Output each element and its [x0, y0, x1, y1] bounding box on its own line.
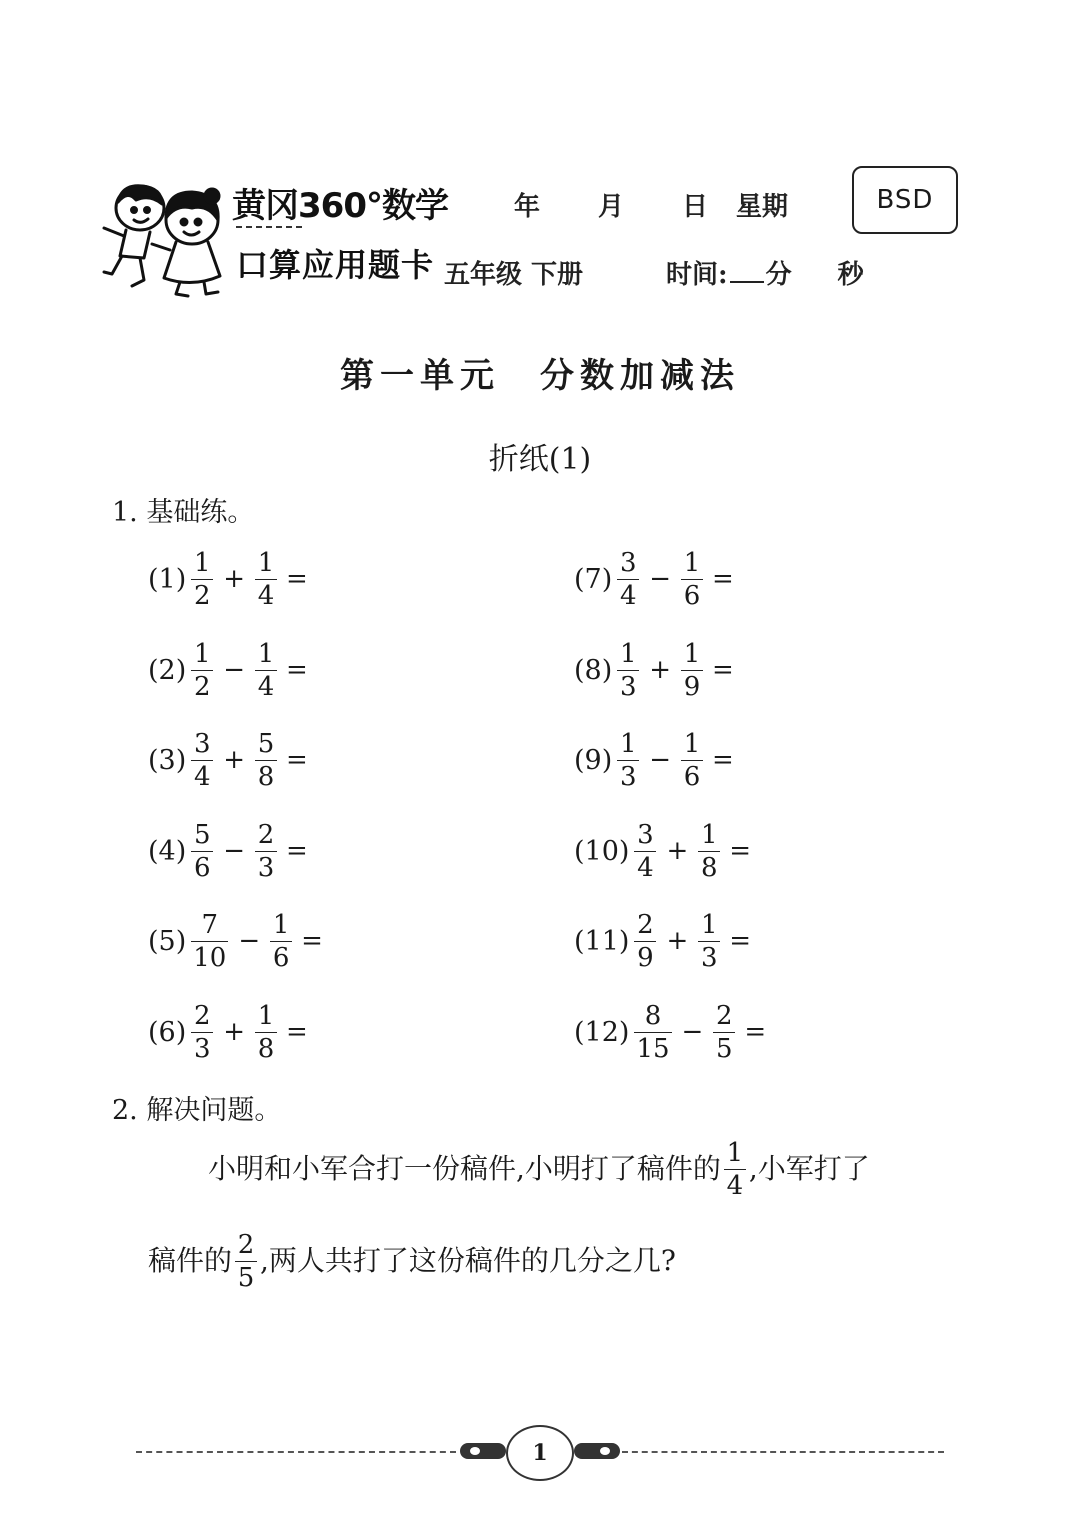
exercise-number: (3) [148, 744, 187, 776]
equals-sign: = [729, 926, 752, 956]
numerator: 1 [619, 728, 637, 759]
cartoon-children-logo [100, 178, 240, 298]
denominator: 3 [257, 852, 275, 883]
denominator: 4 [193, 761, 211, 792]
numerator: 3 [619, 547, 637, 578]
date-day-label: 日 [682, 192, 709, 222]
denominator: 8 [257, 1033, 275, 1064]
time-label: 时间: [666, 260, 728, 290]
denominator: 6 [272, 942, 290, 973]
exercise-7 [574, 543, 734, 615]
operator: + [223, 564, 246, 594]
fraction [191, 819, 213, 883]
exercise-3 [148, 724, 308, 796]
numerator: 1 [700, 909, 718, 940]
fraction [191, 638, 213, 702]
equals-sign: = [729, 836, 752, 866]
problem-text: 稿件的 [148, 1244, 233, 1278]
brand-divider [236, 226, 302, 228]
numerator: 1 [700, 819, 718, 850]
fraction [270, 909, 292, 973]
edition-code-badge: BSD [852, 166, 958, 234]
fraction [255, 1000, 277, 1064]
denominator: 5 [716, 1033, 733, 1064]
denominator: 6 [193, 852, 211, 883]
exercise-number: (12) [574, 1016, 630, 1048]
operator: + [666, 836, 689, 866]
denominator: 2 [193, 580, 211, 611]
unit-title: 第一单元 分数加减法 [340, 356, 740, 396]
numerator: 1 [257, 638, 275, 669]
denominator: 5 [237, 1263, 255, 1293]
time-blank [730, 281, 764, 283]
numerator: 1 [272, 909, 290, 940]
brand-subtitle: 口算应用题卡 [236, 246, 435, 284]
operator: − [681, 1017, 704, 1047]
equals-sign: = [286, 836, 308, 866]
problem-line-2 [148, 1232, 676, 1291]
numerator: 1 [257, 547, 275, 578]
numerator: 5 [257, 728, 275, 759]
footer-ornament-right [574, 1443, 620, 1459]
fraction [617, 547, 639, 611]
denominator: 3 [619, 671, 637, 702]
numerator: 3 [193, 728, 211, 759]
fraction [634, 1000, 671, 1064]
page-number: 1 [506, 1425, 574, 1481]
section2-heading: 2. 解决问题。 [112, 1095, 282, 1126]
numerator: 1 [683, 547, 701, 578]
fraction [681, 638, 703, 702]
exercise-number: (8) [574, 654, 613, 686]
denominator: 2 [193, 671, 211, 702]
exercise-5 [148, 905, 323, 977]
numerator: 2 [716, 1000, 733, 1031]
exercise-10 [574, 815, 751, 887]
denominator: 3 [700, 942, 718, 973]
fraction [191, 728, 213, 792]
numerator: 7 [201, 909, 219, 940]
exercise-number: (6) [148, 1016, 187, 1048]
exercise-number: (4) [148, 835, 187, 867]
fraction [255, 819, 277, 883]
denominator: 8 [700, 852, 718, 883]
numerator: 5 [193, 819, 211, 850]
denominator: 3 [193, 1033, 211, 1064]
fraction [681, 728, 703, 792]
operator: + [666, 926, 689, 956]
operator: + [649, 655, 672, 685]
fraction [617, 728, 639, 792]
exercise-4 [148, 815, 308, 887]
operator: − [649, 745, 672, 775]
fraction [681, 547, 703, 611]
problem-text: 小明和小军合打一份稿件,小明打了稿件的 [208, 1152, 721, 1186]
denominator: 6 [683, 580, 701, 611]
numerator: 1 [193, 638, 211, 669]
exercise-number: (7) [574, 563, 613, 595]
equals-sign: = [744, 1017, 767, 1047]
denominator: 6 [683, 761, 701, 792]
exercise-9 [574, 724, 734, 796]
numerator: 1 [257, 1000, 275, 1031]
equals-sign: = [712, 655, 734, 685]
time-field [666, 254, 864, 291]
time-minute-label: 分 [765, 260, 792, 290]
footer-divider-right [622, 1451, 944, 1453]
problem-text: ,小军打了 [748, 1152, 870, 1186]
section1-heading: 1. 基础练。 [112, 497, 255, 528]
operator: − [223, 836, 246, 866]
footer-ornament-left [460, 1443, 506, 1459]
denominator: 10 [193, 942, 227, 973]
exercise-number: (9) [574, 744, 613, 776]
exercise-11 [574, 905, 751, 977]
operator: − [238, 926, 261, 956]
denominator: 4 [619, 580, 637, 611]
equals-sign: = [286, 655, 308, 685]
numerator: 2 [637, 909, 654, 940]
denominator: 9 [637, 942, 654, 973]
problem-line-1 [208, 1140, 870, 1199]
problem-fraction [235, 1232, 257, 1291]
fraction [191, 909, 228, 973]
date-weekday-label: 星期 [736, 192, 789, 222]
exercise-1 [148, 543, 308, 615]
denominator: 4 [257, 671, 275, 702]
denominator: 4 [726, 1171, 744, 1201]
date-year-label: 年 [514, 192, 541, 222]
numerator: 1 [619, 638, 637, 669]
operator: + [223, 745, 246, 775]
exercise-number: (2) [148, 654, 187, 686]
equals-sign: = [712, 564, 734, 594]
numerator: 1 [726, 1138, 744, 1168]
denominator: 9 [683, 671, 701, 702]
denominator: 4 [257, 580, 275, 611]
equals-sign: = [712, 745, 734, 775]
fraction [191, 1000, 213, 1064]
time-second-label: 秒 [837, 260, 864, 290]
exercise-number: (10) [574, 835, 630, 867]
fraction [255, 547, 277, 611]
grade-label: 五年级 下册 [444, 260, 584, 290]
fraction [255, 728, 277, 792]
fraction [255, 638, 277, 702]
problem-text: ,两人共打了这份稿件的几分之几? [260, 1244, 676, 1278]
equals-sign: = [286, 564, 308, 594]
fraction [191, 547, 213, 611]
denominator: 4 [637, 852, 654, 883]
exercise-8 [574, 634, 734, 706]
exercise-number: (11) [574, 925, 630, 957]
footer-divider-left [136, 1451, 456, 1453]
numerator: 1 [683, 728, 701, 759]
operator: + [223, 1017, 246, 1047]
brand-title: 黄冈360°数学 [232, 186, 448, 226]
fraction [617, 638, 639, 702]
denominator: 15 [636, 1033, 670, 1064]
date-month-label: 月 [598, 192, 625, 222]
exercise-2 [148, 634, 308, 706]
exercise-12 [574, 996, 766, 1068]
denominator: 8 [257, 761, 275, 792]
exercise-6 [148, 996, 308, 1068]
fraction [634, 909, 656, 973]
denominator: 3 [619, 761, 637, 792]
operator: − [649, 564, 672, 594]
numerator: 1 [683, 638, 701, 669]
numerator: 2 [193, 1000, 211, 1031]
problem-fraction [724, 1140, 746, 1199]
numerator: 2 [257, 819, 275, 850]
operator: − [223, 655, 246, 685]
fraction [698, 819, 720, 883]
lesson-title: 折纸(1) [488, 442, 592, 477]
exercise-number: (1) [148, 563, 187, 595]
fraction [634, 819, 656, 883]
numerator: 8 [644, 1000, 662, 1031]
equals-sign: = [301, 926, 323, 956]
numerator: 1 [193, 547, 211, 578]
numerator: 3 [637, 819, 654, 850]
numerator: 2 [237, 1230, 255, 1260]
equals-sign: = [286, 745, 308, 775]
exercise-number: (5) [148, 925, 187, 957]
equals-sign: = [286, 1017, 308, 1047]
fraction [698, 909, 720, 973]
fraction [713, 1000, 735, 1064]
